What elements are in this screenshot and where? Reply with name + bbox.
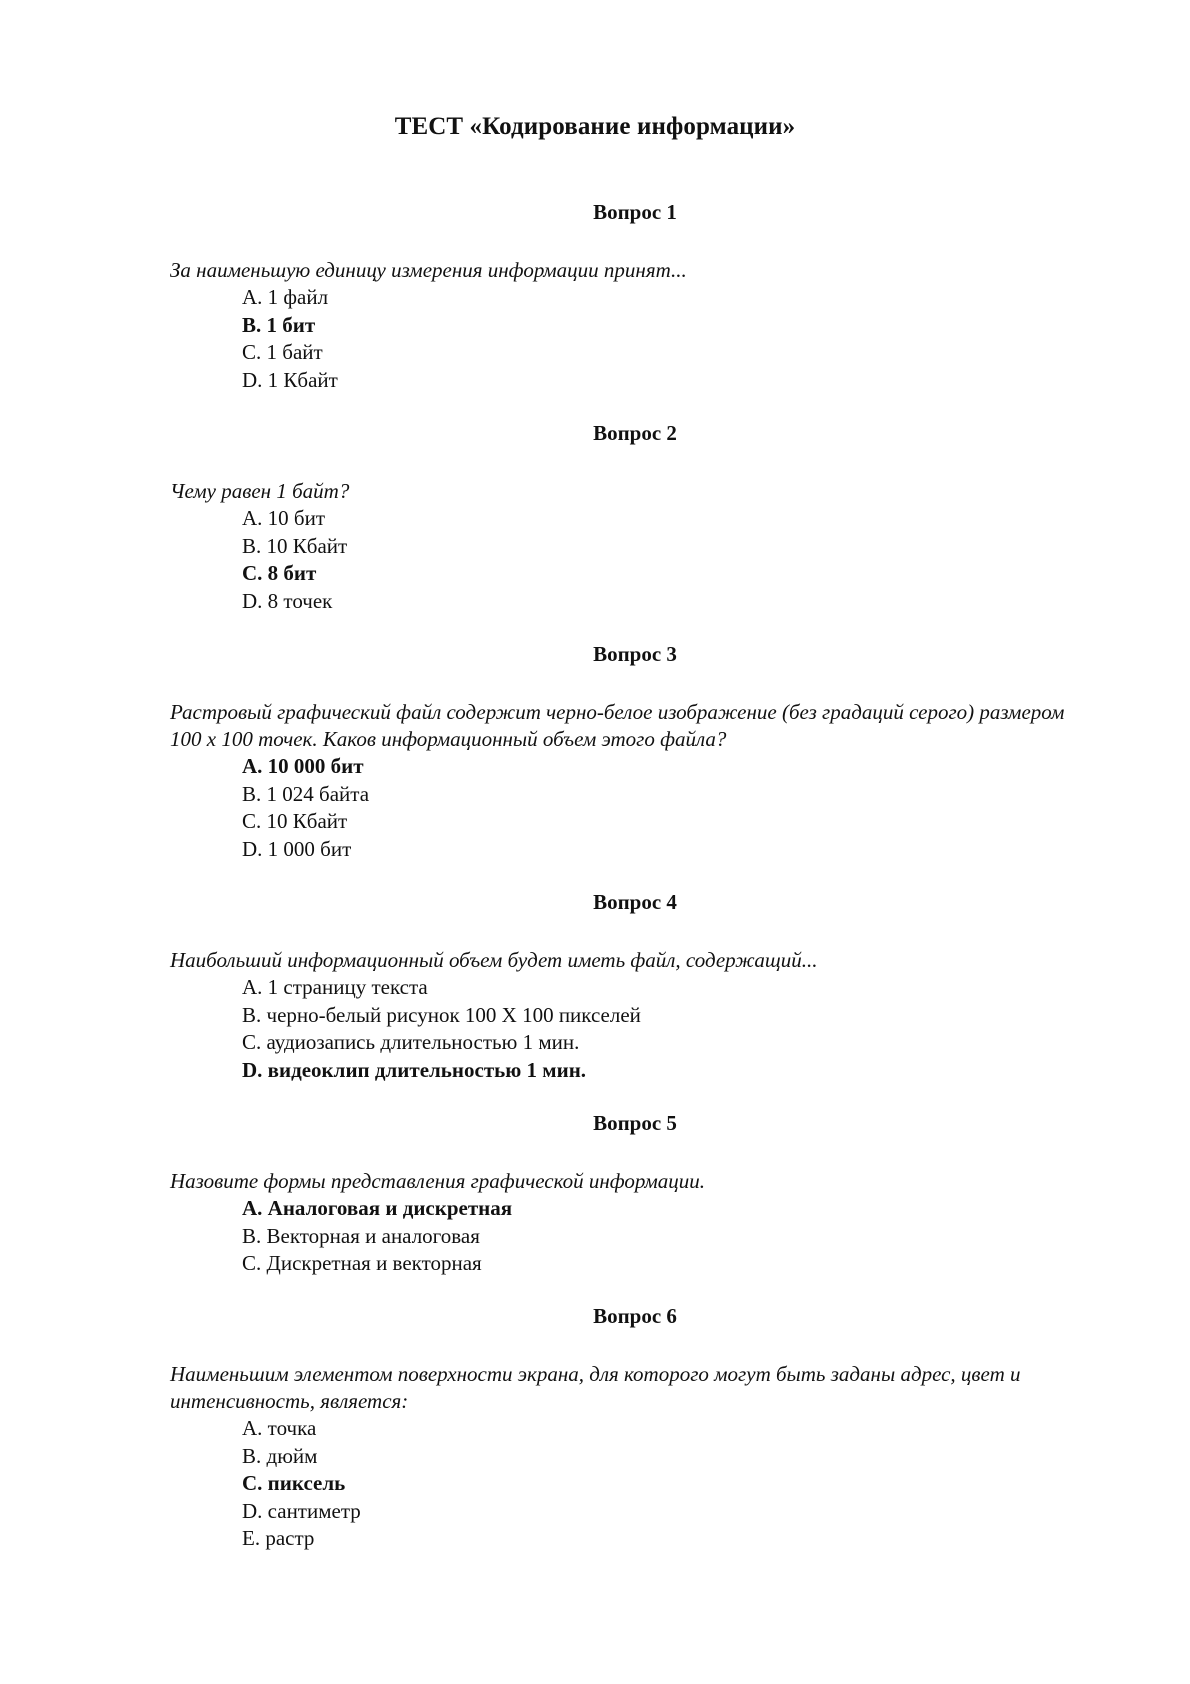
option-text: 1 страницу текста: [267, 975, 428, 999]
option-letter: A .: [242, 285, 268, 309]
option-letter: D .: [242, 837, 268, 861]
option-letter: A .: [242, 754, 268, 778]
option-letter: A .: [242, 975, 268, 999]
option-letter: E .: [242, 1526, 265, 1550]
option-text: 8 точек: [267, 588, 333, 613]
answer-option: [242, 284, 1100, 312]
answer-option: [242, 753, 1100, 781]
option-letter: D .: [242, 368, 268, 392]
answer-option: [242, 312, 1100, 340]
answer-options: [170, 1195, 1100, 1278]
answer-options: [170, 284, 1100, 394]
option-text: 10 Кбайт: [266, 533, 348, 558]
question-heading: Вопрос 1: [593, 200, 677, 224]
answer-option: [242, 1498, 1100, 1526]
answer-option: [242, 1470, 1100, 1498]
option-text: дюйм: [266, 1443, 318, 1468]
option-letter: D .: [242, 589, 268, 613]
option-text: пиксель: [267, 1471, 346, 1496]
answer-option: [242, 339, 1100, 367]
option-text: 1 024 байта: [266, 781, 370, 806]
question-block-3: [170, 640, 1100, 863]
answer-option: [242, 505, 1100, 533]
option-text: растр: [265, 1526, 315, 1551]
option-letter: B .: [242, 1003, 267, 1027]
question-block-2: [170, 419, 1100, 615]
question-block-1: [170, 198, 1100, 394]
answer-option: [242, 560, 1100, 588]
question-heading: Вопрос 2: [593, 421, 677, 445]
option-text: сантиметр: [267, 1498, 361, 1523]
answer-option: [242, 1057, 1100, 1085]
option-text: аудиозапись длительностью 1 мин.: [266, 1030, 580, 1055]
option-text: Аналоговая и дискретная: [267, 1196, 513, 1220]
answer-option: [242, 1029, 1100, 1057]
answer-option: [242, 1002, 1100, 1030]
option-text: 1 бит: [266, 312, 316, 337]
option-letter: B .: [242, 313, 267, 337]
option-letter: B .: [242, 782, 267, 806]
option-text: видеоклип длительностью 1 мин.: [267, 1057, 587, 1082]
option-letter: C .: [242, 1471, 268, 1495]
answer-option: [242, 533, 1100, 561]
option-text: Векторная и аналоговая: [266, 1223, 480, 1248]
answer-option: [242, 974, 1100, 1002]
answer-option: [242, 1195, 1100, 1223]
option-letter: B .: [242, 534, 267, 558]
answer-option: [242, 808, 1100, 836]
option-text: черно-белый рисунок 100 Х 100 пикселей: [266, 1002, 641, 1027]
page-title: ТЕСТ «Кодирование информации»: [394, 113, 796, 140]
option-letter: C .: [242, 561, 268, 585]
option-letter: D .: [242, 1499, 268, 1523]
answer-option: [242, 1443, 1100, 1471]
option-text: 1 Кбайт: [267, 367, 338, 392]
answer-options: [170, 1415, 1100, 1553]
answer-options: [170, 753, 1100, 863]
answer-options: [170, 974, 1100, 1084]
question-text: Чему равен 1 байт?: [170, 479, 350, 503]
option-letter: C .: [242, 1030, 267, 1054]
option-letter: B .: [242, 1224, 267, 1248]
option-text: 1 файл: [267, 285, 329, 309]
answer-option: [242, 781, 1100, 809]
answer-option: [242, 588, 1100, 616]
question-heading: Вопрос 6: [593, 1304, 677, 1328]
answer-option: [242, 1250, 1100, 1278]
answer-option: [242, 1525, 1100, 1553]
question-block-5: [170, 1109, 1100, 1278]
option-text: точка: [267, 1416, 317, 1440]
option-letter: C .: [242, 809, 267, 833]
option-letter: A .: [242, 1416, 268, 1440]
answer-option: [242, 367, 1100, 395]
question-block-4: [170, 888, 1100, 1084]
option-letter: B .: [242, 1444, 267, 1468]
answer-option: [242, 836, 1100, 864]
option-letter: C .: [242, 340, 267, 364]
question-heading: Вопрос 3: [593, 642, 677, 666]
question-heading: Вопрос 4: [593, 890, 677, 914]
question-text: За наименьшую единицу измерения информации принят...: [170, 258, 687, 282]
question-heading: Вопрос 5: [593, 1111, 677, 1135]
answer-options: [170, 505, 1100, 615]
answer-option: [242, 1415, 1100, 1443]
question-block-6: [170, 1302, 1100, 1553]
option-text: 1 байт: [266, 340, 323, 365]
option-text: 8 бит: [267, 561, 317, 586]
option-text: 10 Кбайт: [266, 809, 348, 834]
question-text: Наибольший информационный объем будет иметь файл, содержащий...: [170, 948, 818, 972]
option-letter: C .: [242, 1251, 267, 1275]
option-text: 1 000 бит: [267, 836, 352, 861]
option-letter: A .: [242, 1196, 268, 1220]
option-text: 10 бит: [267, 506, 326, 530]
question-text: Растровый графический файл содержит черно-белое изображение (без градаций серого) размером 100 х 100 точек. Каков информационный объем этого файла?: [170, 700, 1065, 751]
question-text: Наименьшим элементом поверхности экрана, для которого могут быть заданы адрес, цвет и интенсивность, является:: [170, 1362, 1021, 1413]
option-letter: D .: [242, 1058, 268, 1082]
question-text: Назовите формы представления графической информации.: [170, 1169, 706, 1193]
option-text: Дискретная и векторная: [266, 1251, 482, 1276]
option-text: 10 000 бит: [267, 754, 364, 778]
answer-option: [242, 1223, 1100, 1251]
option-letter: A .: [242, 506, 268, 530]
